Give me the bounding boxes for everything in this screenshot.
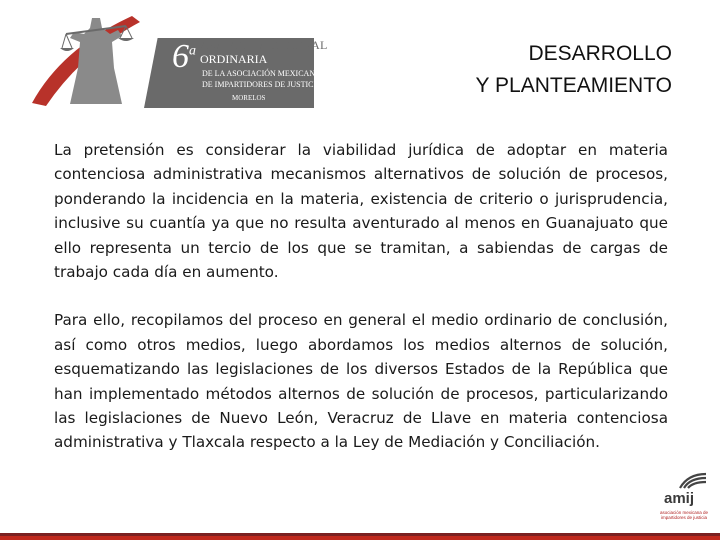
logo-line-asamblea: ASAMBLEA GENERAL <box>200 38 328 52</box>
logo-line-ordinaria: ORDINARIA <box>200 52 268 66</box>
bottom-stripe-red <box>0 536 720 540</box>
slide-title <box>476 38 672 102</box>
logo-text-block <box>172 14 328 102</box>
slide-title-line2: Y PLANTEAMIENTO <box>475 74 672 97</box>
logo-line-asociacion: DE LA ASOCIACIÓN MEXICANA <box>202 69 321 78</box>
amij-logo <box>640 470 720 526</box>
amij-wordmark: amij <box>664 490 695 507</box>
body-paragraph-1: La pretensión es considerar la viabilidad jurídica de adoptar en materia contenciosa administrativa mecanismos alternativos de solución de procesos, ponderando la incidencia en la materia, existencia de criterio o jurisprudencia, inclusive su cuantía ya que no resulta aventurado al menos en Guanajuato que ello representa un tercio de los que se tramitan, a sabiendas de cargas de trabajo cada día en aumento. <box>54 141 668 282</box>
logo-line-morelos: MORELOS <box>232 94 266 102</box>
body-paragraph-2: Para ello, recopilamos del proceso en general el medio ordinario de conclusión, así como otros medios, luego abordamos los medios alternos de solución, esquematizando las legislaciones de los diversos Estados de la República que han implementado métodos alternos de solución de procesos, particularizando las legislaciones de Nuevo León, Veracruz de Llave en materia contenciosa administrativa y Tlaxcala respecto a la Ley de Mediación y Conciliación. <box>54 311 668 452</box>
event-logo <box>22 8 328 108</box>
amij-subtitle: asociación mexicana de impartidores de justicia <box>659 510 709 520</box>
slide-body <box>54 138 668 479</box>
logo-edition-number: 6$^a$ <box>172 38 196 75</box>
slide-title-line1: DESARROLLO <box>528 42 672 65</box>
amij-stripes-icon <box>678 472 708 490</box>
logo-line-impartidores: DE IMPARTIDORES DE JUSTICIA <box>202 80 322 89</box>
